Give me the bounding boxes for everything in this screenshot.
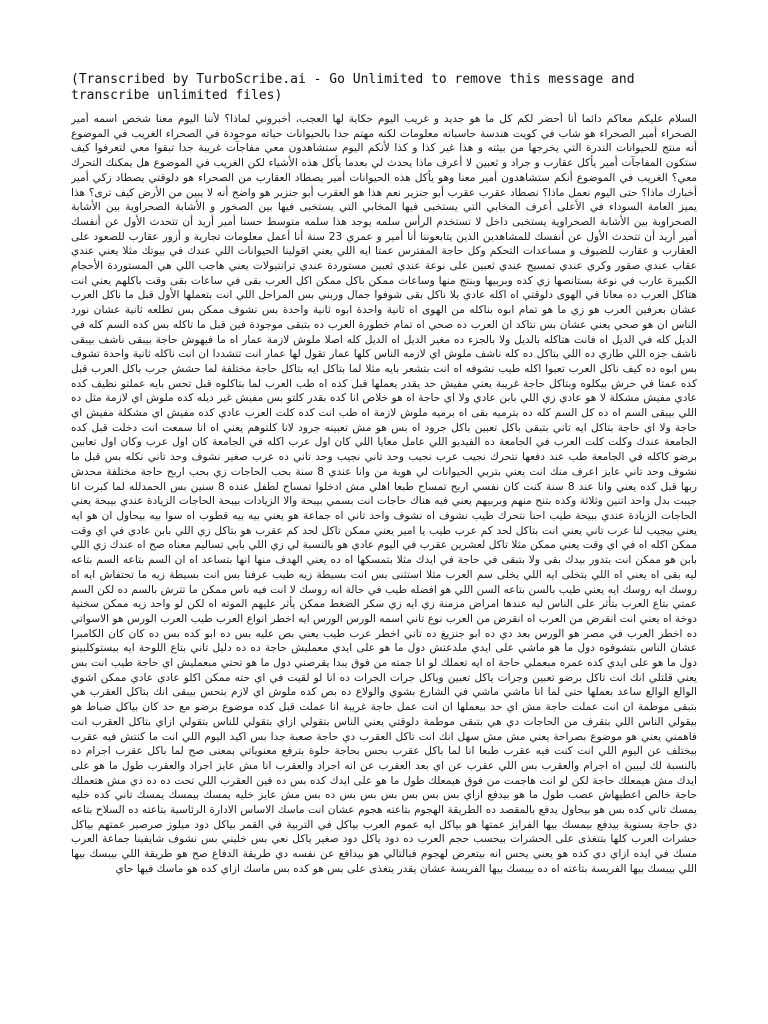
transcription-notice: (Transcribed by TurboScribe.ai - Go Unlimited to remove this message and transcribe unlimited files) [71, 72, 643, 103]
transcript-body: السلام عليكم معاكم دائما أنا أحضر لكم كل ما هو جديد و غريب اليوم حكاية لها العجب، أخبروني لماذا؟ لأننا اليوم معنا شخص اسمه أمير الصحراء أمير الصحراء هو شاب في كويت هندسة حاسباته معلومات لكنه مهتم جدا بالحيوانات حياته موجودة في الصحراء الغريب في الموضوع أنه منتج للحيوانات الندرة التي يخرجها من بيئته و هذا غير كذا و كذا لأنكم اليوم ستشاهدون معي مفاجآت غريبة جدا تبقوا معي لتعرفوا كيف ستكون المفاجآت أمير يأكل عقارب و جراد و ثعبين لا أعرف ماذا يحدث لي بعدما يأكل هذه الأشياء لكن الغريب في الموضوع هل يمكنك التحرك معي؟ الغريب في الموضوع أنكم ستشاهدون أمير معنا وهو يأكل هذه الحيوانات أمير يصطاد العقارب من الصحراء هو دلوقتي يصطاد زكي أمير أخبارك ماذا؟ حتى اليوم نعمل ماذا؟ نصطاد عقرب عقرب أبو جنزير نعم هذا هو العقرب أبو جنزير هو واضح أنه لا يبين من الأرض كيف ترى؟ هذا يميز العامة السوداء في الأعلى أعرف المخابي التي يستخبى فيها المخابي التي يستخبى فيها بين الصخور و الأشابة الصحراوية بين الأشابة الصحراوية بين الأشابة الصحراوية يستخبى داخل لا تستخدم الرأس سلمه يوجد هذا سلمه متوسط حسنا أمير أريد أن تتحدث الأول عن أنفسك أمير أريد أن تتحدث الأول عن أنفسك للمشاهدين الذين يتابعوننا أنا أمير و عمري 23 سنة أنا أعمل معلومات تجارية و أزور عقارب للصعود على العقارب و عقارب للضيوف و مساعدات التحكم وكل حاجة المفترس عمتا ايه اللي يعني اقولينا الحيوانات اللي عندك في بيوتك مثلا يعني عندي عقاب عندي صقور وكري عندي تمسيح عندي ثعبين على نوعة عندي ثعبين مستوردة عندي ترانتيولات يعني هاجب اللي هي المستوردة الأحجام الكبيرة عارب في نوعة بستانصها زي كده وبربيها وبنتج منها وساعات ممكن باكل ممكن اكل العرب بقى في ساعات بقى وقت باكلهم يعني انت هتاكل العرب ده معانا في الهوى دلوقتي اه اكله عادي بلا ناكل بقى شوفوا جمال وربني بس المراحل اللي انت بتعملها الأول قبل ما ناكل العرب عشان بعرفين العرب هو زي ما هو تمام ابوه بناكله من الهوى اه ثانية واحدة ابوه ثانية واحدة بس نشوف ممكن بس تطلعه ثانية عشان نورد الناس ان هو صحي يعني عشان بس نتاكد ان العرب ده صحي اه تمام خطورة العرب ده بتبقى موجودة فين قبل ما تاكله بس كده السم كله في الديل كله في الديل اه فانت هتاكله بالديل ولا بالجزء ده مغير الديل اه الديل كله اصلا ملوش لازمة عمار اه ما فيهوش حاجة بيبقى ناشف بيبقى ناشف جزه اللي طاري ده اللي بتاكل ده كله ناشف ملوش اي لازمه الناس كلها عمار تقول لها عمار انت تتشددا ان انت ناكله ثانية واحدة تشوف بس ابوه ده كيف ناكل العرب تعبوا اكله طيب نشوفه اه انت بتشعر بايه مثلا لما بتاكل ايه بتاكل حاجة مختلفة لما حشش جرب باكل العرب قبل كده عمتا في حرش بيكلوه وبتاكل حاجة غريبة يعني مفيش حد يقدر يعملها قبل كده اه طب العرب لما بتاكلوه قبل تحس بايه عملتو نظيف كده عادي مفيش مشكلة لا هو عادي زي اللي بابن عادي ولا اي حاجة اه هو خلاص انا كده بقدر كلتو بس مفيش غير ديله كده ملوش اي لازمة مثل ده اللي بيبقى السم اه ده كل السم كله ده بترميه بقى اه برميه ملوش لازمة اه طب انت كده كلت العرب عادي كده مفيش اي مشكلة مفيش اي حاجة ولا اي حاجة بتاكل ايه تاني بتبقى باكل تعبين باكل جرود اه بس هو مش تعبينه جرود لانا كلتوهم يعني اه انا سمعت انت دخلت قبل كده الجامعة عندك وكلت كلت العرب في الجامعة ده الفيديو اللي عامل معايا اللي كان اول عرب اكله في الجامعة كان اول عرب وكان اول تعابين برضو كاكله في الجامعة طب عند دفعها نتحرك نجيب عرب نجيب وحد تاني نجيب وحد تاني ده عرب صغير نشوف وحد تاني نكله بس قبل ما نشوف وحد تاني عايز اعرف منك انت يعني بتربي الحيوانات لي هوية من وانا عندي 8 سنة بحب الحاجات زي بحب اربح حاجة مختلفة محدش ربها قبل كده يعني وانا عند 8 سنة كنت كان نفسي اربح تمساح طبعا اهلي مش ادخلوا تمساح لطفل عنده 8 سنين بس الحمدلله لما كبرت انا جيبت بدل واحد اتنين وثلاثة وكده بتنح منهم وبربيهم يعني فيه هناك حاجات انت بسمي بيبحة والا الزيادات بيبحة الحاجات الزيادة عندي بيبحة يعني الحاجات الزيادة عندي ببيحة طيب احنا نتحرك طيب نشوف اه نشوف واحد تاني اه جماعة هو يعني بيه بيه قطوب اه سوا بيه بيحاول ان هو ايه يعني بيجيب لنا عرب تاني يعني انت بتاكل لحد كم عرب طيب يا امير يعني ممكن تاكل لحد كم عقرب هو بتاكل زي اللي بابن عادي في اي وقت ممكن اكله اه في اي وقت يعني ممكن مثلا تاكل لعشرين عقرب في اليوم عادي هو بالنسبة لي زي اللي بابي تساليم معناه صح اه عندك زي اللي بابن هو ممكن انت بتدور بيدك بقى ولا بتبقى في حاجة في ايدك مثلا بتمسكها اه ده يعني الهدف منها انها بتساعد اه ان السم بتاعه السم بتاعه ليه بقى اه يعني اه اللي بتخلى ايه اللي يخلى سم العرب مثلا استثنى بس انت بسيطة زيه طيب عرفنا بس انت بسيطة زيه ما تحتفاش ايه اه روسك ايه روسك ايه يعني طيب بالسن بتاعه السن اللي هو افضله طيب في حالة انه روسك لا انت فيه ناس ممكن ما تترش بالسم ده لكن السم عمتي بتاع العرب بتأثر على الناس ليه عندها امراض مزمنة زي ايه زي سكر الضغط ممكن يأثر عليهم الموته اه لكن لو واحد زيه ممكن سخنية دوخة اه يعني انت انقرض من العرب اه انقرض من العرب نوع تاني اسمه الورس الورس ايه اخطر انواع العرب طيب العرب الورس هو الاسواتي ده اخطر العرب في مصر هو الورس بعد دي ده ابو جنزيغ ده تاني اخطر عرب طيب يعني بص عليه بس ده ابو كده بس ده كان كان الكامبرا عشان الناس بتشوفوه دول ما هو ماشي على ايدي ملدعتش دول ما هو على ايدي معمليش حاجة ده ده دليل تاني بتاع اللوحة ايه بيستوكلبينو دول ما هو على ايدي كده عمره مبعملي حاجة اه ايه تعملك لو انا جمته من فوق يبدا يقرصني دول ما هو تحتي مبعمليش اي حاجة طيب انت بس يعني قلتلي انك انت تاكل برضو تعبين وجرات ياكل تعبين وياكل جرات الجرات ده انا لو لقيت في اي حته ممكن اكلو عادي عادي ممكن اشوي الوالع الوالع ساعد بعملها حتى لما انا ماشي ماشي في الشارع بشوي والولاع ده بص كده ملوش اي لازم بتحس بيبقى انك بتاكل العقرب هي بتبقى موطمة ان انت عملت حاجة مش اي حد بيعملها ان انت عمل حاجة غريبة انا عملت قبل كده موضوع برضو مع حد كان بياكل ضباط هو بيقولي الناس اللي بتقرف من الحاجات دي هي بتبقى موطمة دلوقتي يعني الناس بتقولي ازاي بتقولي للناس بتقولي ازاي بتاكل العقرب انت فاهمني يعني هو موضوع بصراحة يعني مش مش سهل انك انت تاكل العقرب دي حاجة صعبة جدا بس اكيد اليوم اللي انت ما كنتش فيه عقرب بيختلف عن اليوم اللي انت كنت فيه عقرب طبعا انا لما باكل عقرب بحس بحاجة حلوة بترفع معنوياتي بمعنى صح لما باكل عقرب اجرام ده بالنسبة لك ليبين اه اجرام والعقرب بس اللي عقرب عن اي بعد العقرب عن انه اجراد والعقرب انا مش عايز اجراد والعقرب طول ما هو على ايدك مش هيمعلك حاجة لكن لو انت هاجمت من فوق هيمعلك طول ما هو على ايدك كده بس ده فين العقرب اللي تحت ده ده دي مش هتعملك حاجة خالص اعطيهاش عصب طول ما هو بيدفع ازاي بس بس بس بس بس بس ده بس مش عايز خليه يمسك بيمسك يمسك تاني كده خليه يمسك تاني كده بس هو بيحاول يدفع بالمقصد ده الطريقة الهجوم بتاعته هجوم عشان انت ماسك الاساس الادارة الرئاسية بتاعته ده السلاح بتاعه دي حاجة بسنوية بيدفع بيمسك بيها الفرايز عمتها هو بياكل ايه عموم العرب بياكل في التربية في القمر بياكل دود ميلوز صرصير عمتهم بياكل حشرات العرب كلها بتتغذى على الحشرات بيحسب حجم العرب ده دود ياكل دود صغير ياكل نعي بس خليني بس نشوف شايفينا جماعة العرب مسك في ايده ازاي دي كده هو يعني يحس انه بيتعرض لهجوم فبالتالي هو بيدافع عن نفسه دي طريقة الدفاع صح هو طريقة اللي بيبسك بيها اللي بيبسك بيها الفريسة بتاعته اه ده بيبسك بيها الفريسة عشان يقدر يتغذى على بس هو كده بس ماسك ازاي كده هو ماسك فيها حاي [71, 113, 697, 875]
